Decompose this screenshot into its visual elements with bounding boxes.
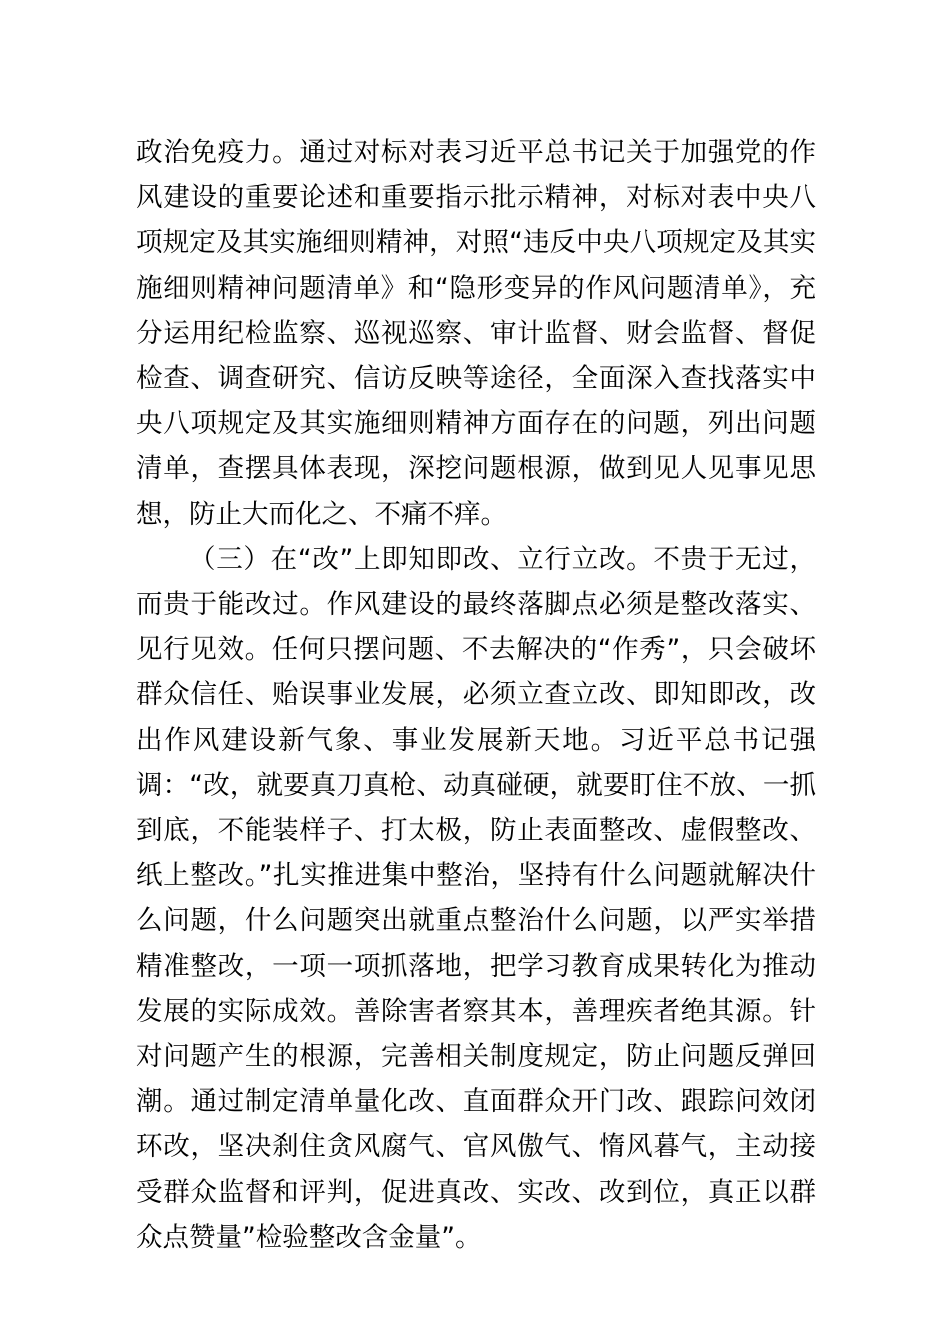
body-text — [136, 130, 816, 1260]
paragraph-section-three: （三）在“改”上即知即改、立行立改。不贵于无过，而贵于能改过。作风建设的最终落脚点必须是整改落实、见行见效。任何只摆问题、不去解决的“作秀”，只会破坏群众信任、贻误事业发展，必须立查立改、即知即改，改出作风建设新气象、事业发展新天地。习近平总书记强调：“改，就要真刀真枪、动真碰硬，就要盯住不放、一抓到底，不能装样子、打太极，防止表面整改、虚假整改、纸上整改。”扎实推进集中整治，坚持有什么问题就解决什么问题，什么问题突出就重点整治什么问题，以严实举措精准整改，一项一项抓落地，把学习教育成果转化为推动发展的实际成效。善除害者察其本，善理疾者绝其源。针对问题产生的根源，完善相关制度规定，防止问题反弹回潮。通过制定清单量化改、直面群众开门改、跟踪问效闭环改，坚决刹住贪风腐气、官风傲气、惰风暮气，主动接受群众监督和评判，促进真改、实改、改到位，真正以群众点赞量”检验整改含金量”。 — [136, 543, 816, 1253]
paragraph-continuation: 政治免疫力。通过对标对表习近平总书记关于加强党的作风建设的重要论述和重要指示批示精神，对标对表中央八项规定及其实施细则精神，对照“违反中央八项规定及其实施细则精神问题清单》和“隐形变异的作风问题清单》，充分运用纪检监察、巡视巡察、审计监督、财会监督、督促检查、调查研究、信访反映等途径，全面深入查找落实中央八项规定及其实施细则精神方面存在的问题，列出问题清单，查摆具体表现，深挖问题根源，做到见人见事见思想，防止大而化之、不痛不痒。 — [136, 137, 816, 530]
